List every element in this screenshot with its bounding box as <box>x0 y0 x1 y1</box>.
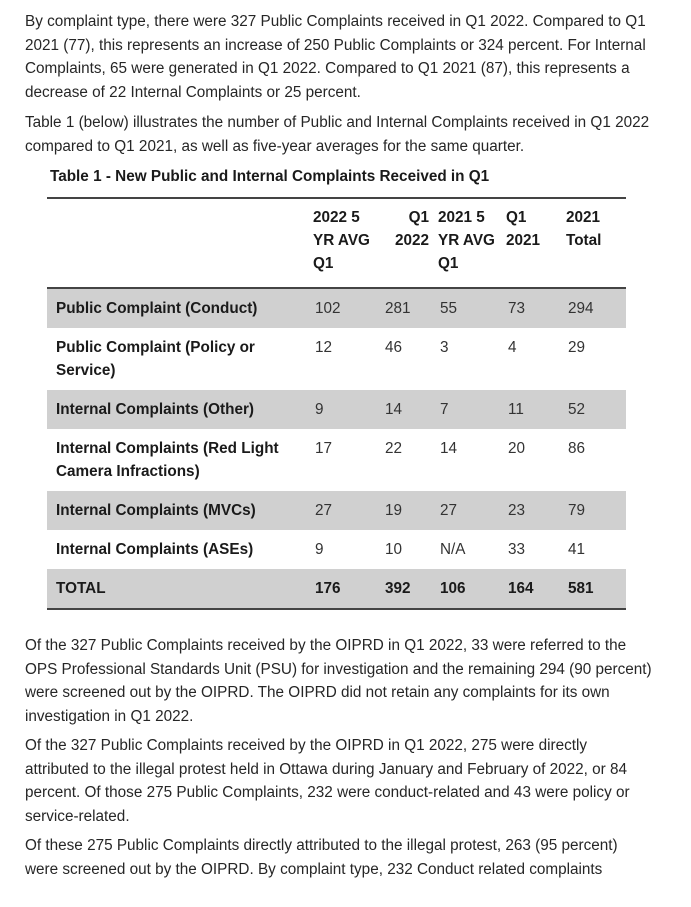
header-2021-total: 2021 Total <box>566 209 602 249</box>
cell-2022-5yr-avg: 102 <box>307 288 377 328</box>
cell-q1-2022: 10 <box>385 541 403 558</box>
cell-2022-5yr-avg: 27 <box>307 491 377 530</box>
row-label: TOTAL <box>47 569 307 609</box>
row-label: Internal Complaints (Red Light Camera Infractions) <box>56 440 279 480</box>
body-paragraph-3: Of these 275 Public Complaints directly attributed to the illegal protest, 263 (95 percent) were screened out by the OIPRD. By complaint type, 232 Conduct related complaints <box>25 837 618 878</box>
table-row <box>47 288 626 328</box>
cell-q1-2022: 22 <box>385 440 403 457</box>
cell-q1-2021: 4 <box>508 339 517 356</box>
row-label: Internal Complaints (MVCs) <box>47 491 307 530</box>
cell-2022-5yr-avg: 17 <box>315 440 333 457</box>
header-q1-2022: Q1 2022 <box>394 209 429 249</box>
row-label: Public Complaint (Conduct) <box>47 288 307 328</box>
table-row <box>47 491 626 530</box>
cell-q1-2021: 33 <box>508 541 526 558</box>
cell-q1-2021: 20 <box>508 440 526 457</box>
table-row <box>47 429 626 491</box>
cell-2021-total: 86 <box>568 440 586 457</box>
cell-2021-total: 294 <box>560 288 626 328</box>
header-label-col <box>47 198 307 288</box>
table-row <box>47 328 626 390</box>
row-label: Internal Complaints (Other) <box>47 390 307 429</box>
cell-2021-5yr-avg: 14 <box>440 440 458 457</box>
table-total-row <box>47 569 626 609</box>
table-header-row <box>47 198 626 288</box>
intro-paragraph-2: Table 1 (below) illustrates the number of Public and Internal Complaints received in Q1 2022 compared to Q1 2021, as well as five-year averages for the same quarter. <box>25 114 650 155</box>
cell-2021-5yr-avg: 3 <box>440 339 449 356</box>
row-label: Internal Complaints (ASEs) <box>56 541 254 558</box>
body-paragraph-2: Of the 327 Public Complaints received by the OIPRD in Q1 2022, 275 were directly attributed to the illegal protest held in Ottawa during January and February of 2022, or 84 percent. Of those 275 Public Complaints, 232 were conduct-related and 43 were policy or service-related. <box>25 737 630 825</box>
row-label-text: Public Complaint (Policy or Service) <box>56 339 255 379</box>
cell-2022-5yr-avg: 9 <box>307 390 377 429</box>
cell-q1-2021: 23 <box>500 491 560 530</box>
cell-2021-5yr-avg: N/A <box>440 541 466 558</box>
intro-paragraph-1: By complaint type, there were 327 Public Complaints received in Q1 2022. Compared to Q1 2021 (77), this represents an increase of 250 Public Complaints or 324 percent. For Internal Complaints, 65 were generated in Q1 2022. Compared to Q1 2021 (87), this represents a decrease of 22 Internal Complaints or 25 percent. <box>25 13 646 101</box>
cell-q1-2022: 281 <box>377 288 432 328</box>
cell-2021-total: 29 <box>568 339 586 356</box>
cell-2021-total: 581 <box>560 569 626 609</box>
table-row <box>47 390 626 429</box>
header-q1-2021: Q1 2021 <box>506 209 541 249</box>
cell-q1-2022: 19 <box>377 491 432 530</box>
cell-q1-2022: 14 <box>377 390 432 429</box>
cell-2021-5yr-avg: 27 <box>432 491 500 530</box>
table-row <box>47 530 626 569</box>
cell-q1-2022: 392 <box>377 569 432 609</box>
cell-2021-total: 52 <box>560 390 626 429</box>
header-2021-5yr-avg: 2021 5 YR AVG Q1 <box>438 209 495 272</box>
cell-2022-5yr-avg: 176 <box>307 569 377 609</box>
cell-2021-5yr-avg: 106 <box>432 569 500 609</box>
cell-2022-5yr-avg: 9 <box>315 541 324 558</box>
cell-2021-total: 41 <box>568 541 586 558</box>
body-paragraph-1: Of the 327 Public Complaints received by the OIPRD in Q1 2022, 33 were referred to the OPS Professional Standards Unit (PSU) for investigation and the remaining 294 (90 percent) were screened out by the OIPRD. The OIPRD did not retain any complaints for its own investigation in Q1 2022. <box>25 637 652 725</box>
cell-q1-2021: 73 <box>500 288 560 328</box>
cell-2021-5yr-avg: 7 <box>432 390 500 429</box>
cell-2022-5yr-avg: 12 <box>315 339 333 356</box>
cell-q1-2021: 11 <box>500 390 560 429</box>
table-caption: Table 1 - New Public and Internal Complaints Received in Q1 <box>50 168 490 185</box>
complaints-table <box>47 197 626 610</box>
header-2022-5yr-avg: 2022 5 YR AVG Q1 <box>313 209 370 272</box>
cell-q1-2021: 164 <box>500 569 560 609</box>
cell-2021-5yr-avg: 55 <box>432 288 500 328</box>
row-label <box>47 328 307 390</box>
cell-2021-total: 79 <box>560 491 626 530</box>
cell-q1-2022: 46 <box>385 339 403 356</box>
